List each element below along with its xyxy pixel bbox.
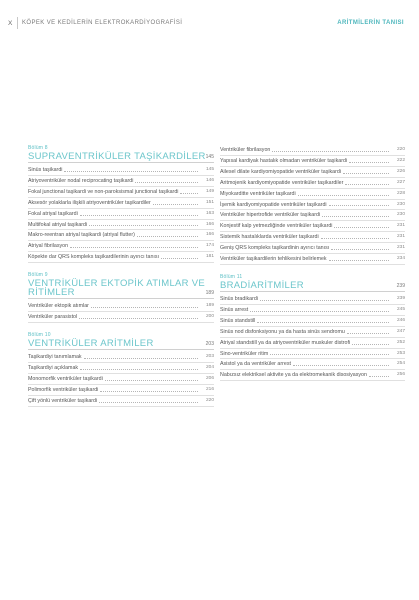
chapter-heading <box>220 281 405 292</box>
entry-page-number: 166 <box>205 221 214 227</box>
toc-chapter <box>220 274 405 381</box>
entry-page-number: 174 <box>205 243 214 249</box>
entry-title: Monomorfik ventriküler taşikardi <box>28 375 103 382</box>
dot-leader <box>91 307 198 308</box>
entry-title: Ventriküler fibrilasyon <box>220 147 271 153</box>
entry-page-number: 252 <box>396 339 405 345</box>
chapter-title: VENTRİKÜLER EKTOPİK ATIMLAR VE RİTİMLER <box>28 278 206 299</box>
entry-page-number: 239 <box>396 295 405 301</box>
entry-page-number: 245 <box>396 306 405 312</box>
entry-page-number: 220 <box>205 397 214 403</box>
chapter-label: Bölüm 10 <box>28 331 51 338</box>
toc-entry <box>220 370 405 381</box>
entry-page-number: 222 <box>396 157 405 163</box>
entry-page-number: 149 <box>205 188 214 194</box>
dot-leader <box>329 205 389 206</box>
toc-entry <box>28 385 214 396</box>
entry-page-number: 181 <box>205 254 214 260</box>
dot-leader <box>293 365 389 366</box>
entry-title: Taşikardiyi tanımlamak <box>28 353 82 360</box>
entry-title: Atriyoventriküler nodal reciprocating taşikardi <box>28 177 134 184</box>
toc-entry <box>28 252 214 263</box>
entry-title: Miyokarditte ventriküler taşikardi <box>220 190 296 197</box>
dot-leader <box>105 380 198 381</box>
toc-entry <box>220 327 405 338</box>
section-title: ARİTMİLERİN TANISI <box>337 20 404 26</box>
header-divider <box>17 17 18 29</box>
toc-chapter <box>220 145 405 265</box>
dot-leader <box>272 151 389 152</box>
entry-title: Fokal atriyal taşikardi <box>28 210 78 217</box>
toc-entry <box>220 178 405 189</box>
entry-title: Atriyal fibrilasyon <box>28 243 69 250</box>
toc-entry <box>28 301 214 312</box>
dot-leader <box>343 173 389 174</box>
page-header <box>0 0 419 52</box>
toc-entry <box>220 145 405 156</box>
toc-chapter <box>28 332 214 407</box>
chapter-label: Bölüm 11 <box>220 273 243 280</box>
entry-title: Nabızsız elektriksel aktivite ya da elektromekanik disosiyasyon <box>220 372 367 379</box>
chapter-title: SUPRAVENTRİKÜLER TAŞİKARDİLER <box>28 151 206 162</box>
dot-leader <box>321 238 389 239</box>
toc-entry <box>220 359 405 370</box>
entry-title: Ailesel dilate kardiyomiyopatide ventriküler taşikardi <box>220 168 342 175</box>
entry-title: Sinüs arrest <box>220 306 249 313</box>
entry-title: Atriyal standstill ya da atriyoventriküler muskuler distrofi <box>220 339 351 346</box>
toc-entry <box>220 349 405 360</box>
toc-entry <box>220 294 405 305</box>
toc-entry <box>28 374 214 385</box>
dot-leader <box>64 171 198 172</box>
dot-leader <box>329 260 389 261</box>
entry-page-number: 146 <box>205 177 214 183</box>
entry-page-number: 203 <box>205 353 214 359</box>
entry-page-number: 231 <box>396 234 405 240</box>
dot-leader <box>153 204 198 205</box>
toc-entry <box>28 396 214 407</box>
toc-entry <box>28 187 214 198</box>
entry-title: Taşikardiyi açıklamak <box>28 364 79 371</box>
entry-page-number: 234 <box>396 256 405 262</box>
chapter-title: VENTRİKÜLER ARİTMİLER <box>28 337 154 349</box>
dot-leader <box>135 182 198 183</box>
entry-page-number: 246 <box>396 317 405 323</box>
chapter-heading <box>28 279 214 299</box>
entry-title: İşemik kardiyomiyopatide ventriküler taşikardi <box>220 201 327 208</box>
entry-page-number: 216 <box>205 386 214 392</box>
entry-page-number: 220 <box>396 147 405 152</box>
entry-title: Aksesör yolaklarla ilişkili atriyoventriküler taşikardiler <box>28 199 151 206</box>
toc-entry <box>220 189 405 200</box>
dot-leader <box>257 322 389 323</box>
entry-page-number: 166 <box>205 232 214 238</box>
toc-entry <box>28 312 214 323</box>
entry-title: Sistemik hastalıklarda ventriküler taşikardi <box>220 234 319 241</box>
entry-page-number: 145 <box>205 167 214 172</box>
toc-entry <box>28 241 214 252</box>
dot-leader <box>349 162 389 163</box>
entry-page-number: 206 <box>205 375 214 381</box>
toc-entry <box>220 221 405 232</box>
dot-leader <box>334 227 389 228</box>
dot-leader <box>84 358 198 359</box>
entry-page-number: 230 <box>396 212 405 218</box>
dot-leader <box>260 300 389 301</box>
chapter-title: BRADİARİTMİLER <box>220 279 304 291</box>
entry-title: Köpekte dar QRS kompleks taşikardilerinin ayırıcı tanısı <box>28 254 160 261</box>
toc-entry <box>220 232 405 243</box>
dot-leader <box>270 354 389 355</box>
entry-title: Sinüs standstill <box>220 317 256 324</box>
toc-entry <box>220 156 405 167</box>
toc-chapter <box>28 145 214 263</box>
dot-leader <box>89 225 198 226</box>
dot-leader <box>322 216 389 217</box>
entry-title: Asistol ya da ventriküler arrest <box>220 361 291 368</box>
entry-title: Sinüs taşikardi <box>28 167 63 173</box>
dot-leader <box>161 258 198 259</box>
entry-title: Makro-reentran atriyal taşikardi (atriyal flutter) <box>28 232 135 239</box>
entry-page-number: 200 <box>205 314 214 320</box>
toc-entry <box>220 254 405 265</box>
entry-page-number: 204 <box>205 364 214 370</box>
dot-leader <box>369 376 389 377</box>
entry-title: Ventriküler hipertrofide ventriküler taşikardi <box>220 212 321 219</box>
toc-entry <box>28 176 214 187</box>
entry-page-number: 189 <box>205 303 214 309</box>
entry-title: Multifokal atriyal taşikardi <box>28 221 88 228</box>
entry-title: Sino-ventriküler ritim <box>220 350 269 357</box>
entry-page-number: 254 <box>396 361 405 367</box>
entry-title: Yapısal kardiyak hastalık olmadan ventriküler taşikardi <box>220 157 348 164</box>
dot-leader <box>70 247 198 248</box>
toc-entry <box>28 363 214 374</box>
dot-leader <box>352 344 389 345</box>
entry-title: Geniş QRS kompleks taşikardinin ayırıcı tanısı <box>220 245 330 252</box>
dot-leader <box>298 195 389 196</box>
toc-entry <box>28 352 214 363</box>
toc-entry <box>220 243 405 254</box>
dot-leader <box>347 333 389 334</box>
entry-title: Ventriküler parasistol <box>28 314 78 321</box>
entry-page-number: 227 <box>396 179 405 185</box>
dot-leader <box>180 193 198 194</box>
chapter-label: Bölüm 8 <box>28 145 48 151</box>
entry-title: Polimorfik ventriküler taşikardi <box>28 386 99 393</box>
toc-entry <box>220 338 405 349</box>
dot-leader <box>137 236 198 237</box>
entry-title: Çift yönlü ventriküler taşikardi <box>28 397 98 404</box>
toc-entry <box>28 198 214 209</box>
toc-entry <box>28 209 214 220</box>
entry-title: Ventriküler taşikardilerin tehlikesini belirlemek <box>220 256 327 263</box>
toc-entry <box>220 210 405 221</box>
toc-right-column <box>220 145 405 390</box>
entry-title: Aritmojenik kardiyomiyopatide ventriküler taşikardiler <box>220 179 344 186</box>
entry-page-number: 231 <box>396 245 405 251</box>
toc-chapter <box>28 272 214 323</box>
chapter-page-number: 203 <box>205 340 214 347</box>
entry-page-number: 151 <box>205 199 214 205</box>
dot-leader <box>345 184 389 185</box>
toc-entry <box>28 165 214 176</box>
chapter-page-number: 239 <box>396 282 405 289</box>
entry-title: Sinüs nod disfonksiyonu ya da hasta sinüs sendromu <box>220 328 345 335</box>
entry-page-number: 247 <box>396 328 405 334</box>
dot-leader <box>100 391 198 392</box>
toc-entry <box>220 305 405 316</box>
dot-leader <box>79 318 198 319</box>
entry-page-number: 228 <box>396 190 405 196</box>
toc-entry <box>220 167 405 178</box>
entry-page-number: 226 <box>396 168 405 174</box>
entry-page-number: 163 <box>205 210 214 216</box>
entry-page-number: 231 <box>396 223 405 229</box>
dot-leader <box>99 402 198 403</box>
toc-entry <box>220 316 405 327</box>
page-number: X <box>8 20 13 27</box>
entry-page-number: 256 <box>396 372 405 378</box>
chapter-label: Bölüm 9 <box>28 272 48 279</box>
entry-title: Fokal junctional taşikardi ve non-paroksismal junctional taşikardi <box>28 188 179 195</box>
entry-title: Ventriküler ektopik atımlar <box>28 303 89 310</box>
entry-title: Konjestif kalp yetmezliğinde ventriküler taşikardi <box>220 223 333 230</box>
dot-leader <box>80 369 198 370</box>
toc-left-column <box>28 145 214 416</box>
entry-page-number: 253 <box>396 350 405 356</box>
chapter-heading <box>28 339 214 350</box>
chapter-page-number: 145 <box>205 154 214 160</box>
dot-leader <box>331 249 389 250</box>
entry-page-number: 230 <box>396 201 405 207</box>
entry-title: Sinüs bradikardi <box>220 295 258 302</box>
toc-entry <box>28 230 214 241</box>
toc-entry <box>220 200 405 211</box>
dot-leader <box>80 215 198 216</box>
book-title: KÖPEK VE KEDİLERİN ELEKTROKARDİYOGRAFİSİ <box>22 20 183 26</box>
dot-leader <box>250 311 389 312</box>
toc-entry <box>28 220 214 231</box>
chapter-page-number: 189 <box>205 290 214 297</box>
chapter-heading <box>28 152 214 163</box>
